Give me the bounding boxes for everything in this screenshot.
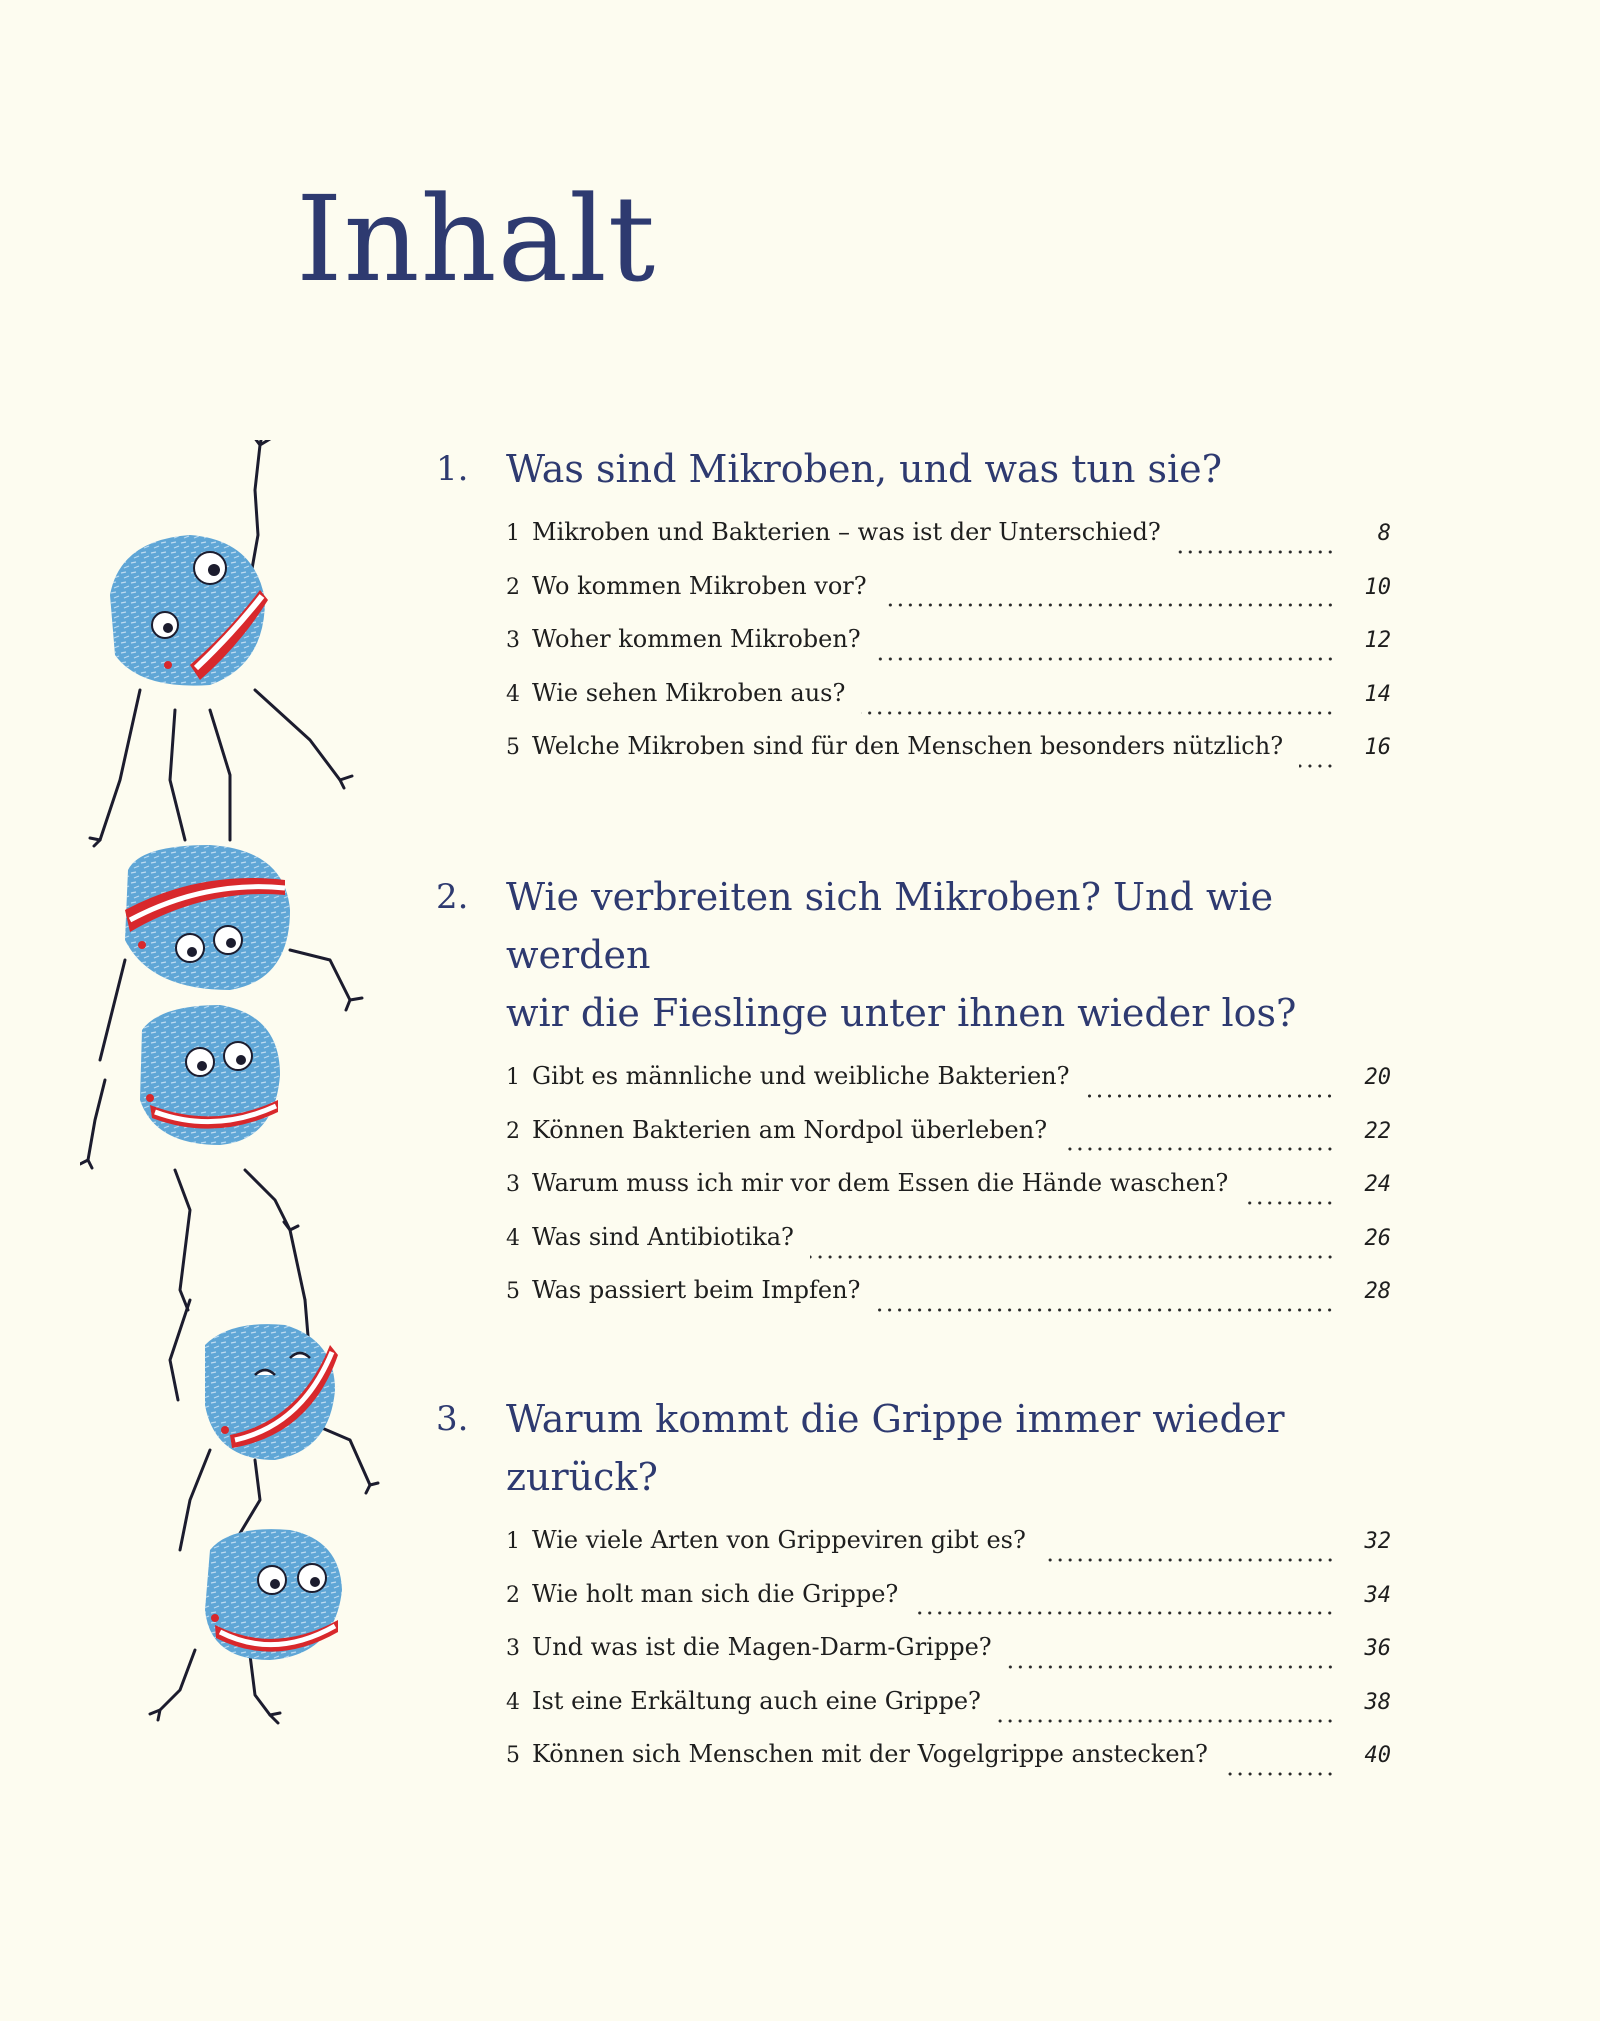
- entry-number: 3: [506, 1636, 520, 1662]
- entry-title: Warum muss ich mir vor dem Essen die Hände waschen?: [532, 1169, 1229, 1198]
- entry-title: Wie sehen Mikroben aus?: [532, 678, 846, 707]
- chapter-heading: [436, 868, 1391, 1042]
- entry-number: 4: [506, 681, 520, 707]
- entry-title: Und was ist die Magen-Darm-Grippe?: [532, 1633, 992, 1662]
- toc-entry[interactable]: [506, 1526, 1391, 1580]
- dot-leader: [1085, 1093, 1335, 1099]
- microbe-2: [125, 845, 290, 990]
- entry-page: 26: [1364, 1225, 1391, 1251]
- entry-page: 28: [1364, 1279, 1391, 1305]
- entry-number: 5: [506, 1743, 520, 1769]
- entry-number: 4: [506, 1225, 520, 1251]
- entry-title: Wo kommen Mikroben vor?: [532, 571, 867, 600]
- entry-page: 24: [1364, 1172, 1391, 1198]
- entry-title: Ist eine Erkältung auch eine Grippe?: [532, 1686, 981, 1715]
- entry-title: Was passiert beim Impfen?: [532, 1276, 861, 1305]
- entry-page: 12: [1364, 628, 1391, 654]
- entry-number: 5: [506, 1279, 520, 1305]
- microbe-4: [205, 1324, 338, 1460]
- entry-title: Wie viele Arten von Grippeviren gibt es?: [532, 1526, 1026, 1554]
- dot-leader: [1299, 763, 1335, 769]
- chapter-title: Was sind Mikroben, und was tun sie?: [506, 447, 1223, 491]
- microbe-1: [110, 535, 268, 686]
- chapter-heading: [436, 1390, 1391, 1506]
- chapter-3: [436, 1390, 1391, 1794]
- entry-number: 2: [506, 1118, 520, 1144]
- entry-page: 8: [1377, 521, 1391, 546]
- entry-page: 22: [1364, 1118, 1391, 1144]
- toc-entry[interactable]: [506, 1116, 1391, 1170]
- entry-page: 14: [1364, 681, 1391, 707]
- entry-number: 1: [506, 1065, 520, 1090]
- microbe-5: [205, 1529, 342, 1660]
- entry-page: 36: [1364, 1636, 1391, 1662]
- entry-title: Mikroben und Bakterien – was ist der Unterschied?: [532, 518, 1161, 546]
- toc-list: [506, 518, 1391, 786]
- toc-entry[interactable]: [506, 572, 1391, 626]
- toc-entry[interactable]: [506, 518, 1391, 572]
- entry-page: 40: [1364, 1743, 1391, 1769]
- entry-number: 3: [506, 628, 520, 654]
- entry-page: 10: [1364, 574, 1391, 600]
- chapter-number: 2.: [436, 877, 469, 917]
- toc-entry[interactable]: [506, 679, 1391, 733]
- toc-entry[interactable]: [506, 1276, 1391, 1330]
- dot-leader: [1008, 1664, 1335, 1670]
- chapter-number: 1.: [436, 449, 469, 489]
- microbe-3: [140, 1005, 280, 1145]
- entry-title: Was sind Antibiotika?: [532, 1222, 794, 1251]
- chapter-1: [436, 440, 1391, 786]
- chapter-heading: [436, 440, 1391, 498]
- entry-number: 3: [506, 1172, 520, 1198]
- entry-page: 20: [1364, 1065, 1391, 1090]
- dot-leader: [1063, 1146, 1335, 1152]
- toc-entry[interactable]: [506, 1633, 1391, 1687]
- entry-number: 5: [506, 735, 520, 761]
- toc-entry[interactable]: [506, 732, 1391, 786]
- toc-entry[interactable]: [506, 1223, 1391, 1277]
- entry-title: Welche Mikroben sind für den Menschen besonders nützlich?: [532, 732, 1284, 761]
- entry-page: 32: [1364, 1529, 1391, 1554]
- entry-title: Können sich Menschen mit der Vogelgrippe anstecken?: [532, 1740, 1208, 1769]
- dot-leader: [997, 1718, 1335, 1724]
- entry-page: 34: [1364, 1582, 1391, 1608]
- toc-entry[interactable]: [506, 1687, 1391, 1741]
- dot-leader: [876, 1307, 1335, 1313]
- toc-list: [506, 1062, 1391, 1330]
- toc-entry[interactable]: [506, 625, 1391, 679]
- dot-leader: [810, 1254, 1335, 1260]
- chapter-number: 3.: [436, 1399, 469, 1439]
- entry-page: 16: [1364, 735, 1391, 761]
- toc-entry[interactable]: [506, 1169, 1391, 1223]
- dot-leader: [861, 710, 1335, 716]
- toc-entry[interactable]: [506, 1740, 1391, 1794]
- chapter-title: Warum kommt die Grippe immer wieder zurück?: [506, 1397, 1285, 1499]
- dot-leader: [1177, 549, 1335, 555]
- toc-entry[interactable]: [506, 1580, 1391, 1634]
- entry-title: Wie holt man sich die Grippe?: [532, 1579, 899, 1608]
- entry-title: Können Bakterien am Nordpol überleben?: [532, 1115, 1048, 1144]
- chapter-2: [436, 868, 1391, 1330]
- entry-number: 2: [506, 1582, 520, 1608]
- toc-list: [506, 1526, 1391, 1794]
- entry-number: 1: [506, 521, 520, 546]
- microbe-tower-illustration: [80, 440, 420, 1730]
- dot-leader: [1224, 1771, 1335, 1777]
- chapter-title: Wie verbreiten sich Mikroben? Und wie werden wir die Fieslinge unter ihnen wieder los?: [506, 875, 1297, 1035]
- dot-leader: [914, 1610, 1335, 1616]
- entry-page: 38: [1364, 1689, 1391, 1715]
- entry-title: Woher kommen Mikroben?: [532, 625, 861, 654]
- entry-number: 4: [506, 1689, 520, 1715]
- dot-leader: [877, 656, 1335, 662]
- dot-leader: [883, 602, 1335, 608]
- dot-leader: [1042, 1557, 1335, 1563]
- dot-leader: [1244, 1200, 1335, 1206]
- entry-number: 2: [506, 574, 520, 600]
- toc-entry[interactable]: [506, 1062, 1391, 1116]
- page-title: Inhalt: [296, 170, 657, 308]
- entry-title: Gibt es männliche und weibliche Bakterien?: [532, 1062, 1070, 1090]
- entry-number: 1: [506, 1529, 520, 1554]
